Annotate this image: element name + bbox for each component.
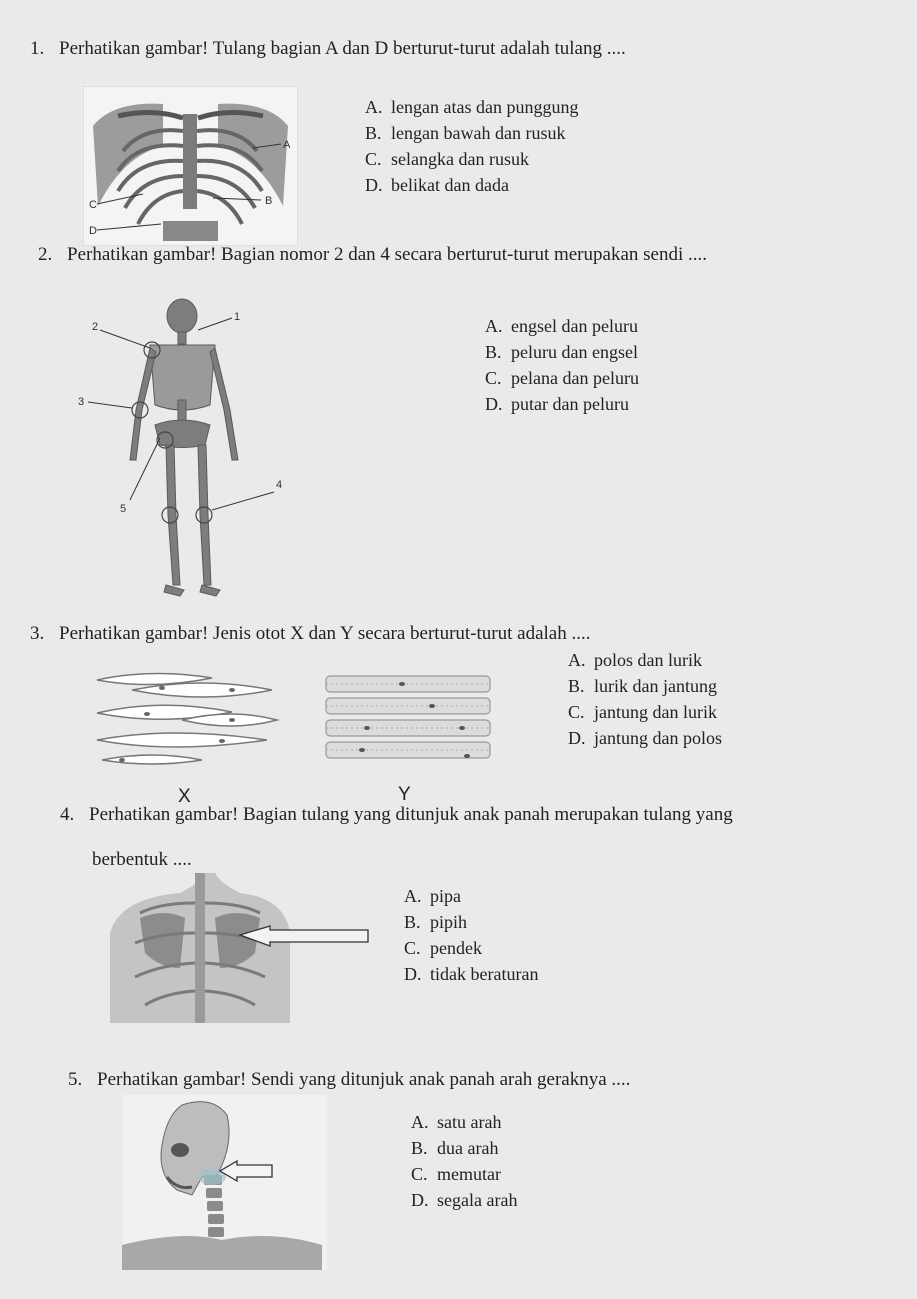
spine	[195, 873, 205, 1023]
cardiac-muscle-fibers	[326, 676, 490, 758]
options-q2	[485, 313, 639, 417]
option-b[interactable]: B. lengan bawah dan rusuk	[365, 123, 566, 143]
eye-socket	[171, 1143, 189, 1157]
question-3	[30, 623, 590, 645]
question-number: 2.	[38, 244, 53, 265]
label-b: B	[265, 195, 273, 207]
right-arm	[210, 348, 238, 460]
question-text: Perhatikan gambar! Jenis otot X dan Y secara berturut-turut adalah ....	[59, 623, 591, 644]
right-foot	[200, 585, 220, 596]
option-d[interactable]: D. jantung dan polos	[568, 728, 722, 748]
striations	[326, 684, 490, 750]
lower-spine	[163, 221, 218, 241]
option-b[interactable]: B. peluru dan engsel	[485, 342, 638, 362]
question-1	[30, 38, 626, 60]
label-3: 3	[78, 396, 85, 408]
option-b[interactable]: B. dua arah	[411, 1138, 499, 1158]
skull-neck-figure	[122, 1095, 327, 1270]
back-skeleton-figure	[110, 873, 380, 1028]
label-4: 4	[276, 479, 283, 491]
options-q3	[568, 647, 722, 751]
options-q5	[411, 1109, 517, 1213]
question-2	[38, 244, 707, 266]
option-b[interactable]: B. lurik dan jantung	[568, 676, 717, 696]
options-q1	[365, 94, 578, 198]
label-line-2	[100, 330, 150, 348]
label-d: D	[89, 225, 97, 237]
question-text: Perhatikan gambar! Bagian tulang yang ditunjuk anak panah merupakan tulang yang	[89, 804, 733, 825]
label-line-4	[212, 492, 274, 510]
question-text: Perhatikan gambar! Sendi yang ditunjuk anak panah arah geraknya ....	[97, 1069, 631, 1090]
label-line-1	[198, 318, 232, 330]
option-c[interactable]: C. pelana dan peluru	[485, 368, 639, 388]
label-5: 5	[120, 503, 127, 515]
question-number: 5.	[68, 1069, 83, 1090]
question-number: 4.	[60, 804, 75, 825]
left-foot	[164, 585, 184, 596]
label-a: A	[283, 139, 291, 151]
label-2: 2	[92, 321, 99, 333]
question-number: 3.	[30, 623, 45, 644]
label-line-3	[88, 402, 132, 408]
question-text: Perhatikan gambar! Bagian nomor 2 dan 4 secara berturut-turut merupakan sendi ....	[67, 244, 707, 265]
question-5	[68, 1069, 630, 1091]
question-number: 1.	[30, 38, 45, 59]
option-d[interactable]: D. belikat dan dada	[365, 175, 509, 195]
label-c: C	[89, 199, 97, 211]
option-c[interactable]: C. pendek	[404, 938, 482, 958]
option-c[interactable]: C. jantung dan lurik	[568, 702, 717, 722]
option-d[interactable]: D. putar dan peluru	[485, 394, 629, 414]
sternum	[183, 114, 197, 209]
skeleton	[130, 299, 241, 596]
pelvis	[155, 420, 210, 448]
option-a[interactable]: A. pipa	[404, 886, 461, 906]
muscle-x-figure	[92, 668, 282, 768]
question-4-line2: berbentuk ....	[92, 849, 192, 870]
shoulders	[122, 1236, 322, 1270]
skeleton-figure	[70, 290, 290, 610]
options-q4	[404, 883, 538, 987]
option-a[interactable]: A. lengan atas dan punggung	[365, 97, 579, 117]
label-1: 1	[234, 311, 241, 323]
label-x: X	[178, 786, 191, 807]
question-text: Perhatikan gambar! Tulang bagian A dan D berturut-turut adalah tulang ....	[59, 38, 626, 59]
option-a[interactable]: A. polos dan lurik	[568, 650, 702, 670]
ribcage-figure	[83, 86, 298, 246]
smooth-muscle-cells	[97, 673, 277, 764]
right-leg	[198, 445, 211, 585]
muscle-y-figure	[322, 670, 494, 765]
question-4	[60, 804, 733, 826]
option-a[interactable]: A. satu arah	[411, 1112, 502, 1132]
label-y: Y	[398, 784, 411, 805]
option-d[interactable]: D. segala arah	[411, 1190, 518, 1210]
option-d[interactable]: D. tidak beraturan	[404, 964, 539, 984]
option-b[interactable]: B. pipih	[404, 912, 468, 932]
option-c[interactable]: C. memutar	[411, 1164, 501, 1184]
skull	[167, 299, 197, 333]
neck	[178, 332, 186, 344]
option-a[interactable]: A. engsel dan peluru	[485, 316, 638, 336]
option-c[interactable]: C. selangka dan rusuk	[365, 149, 529, 169]
